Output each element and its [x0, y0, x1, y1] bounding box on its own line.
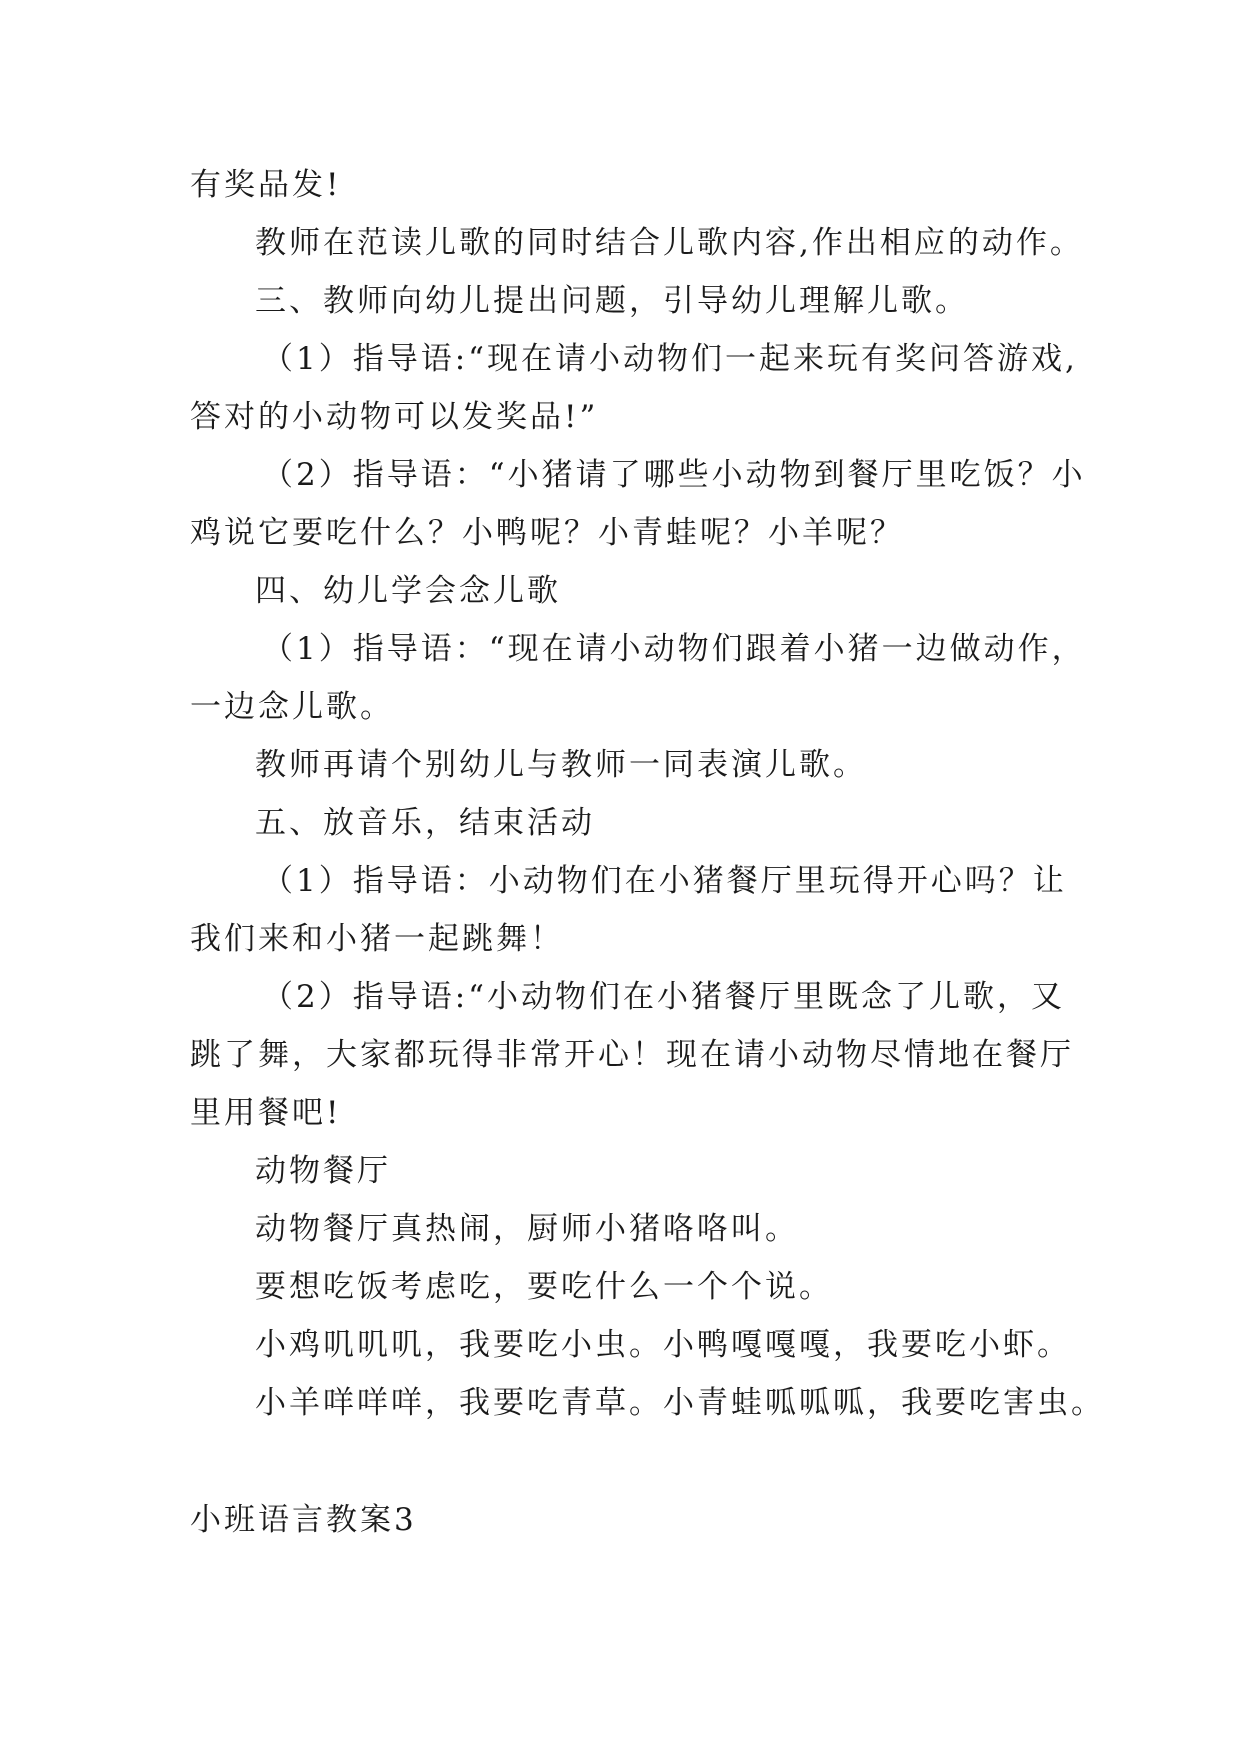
- text-line: （2）指导语:“小动物们在小猪餐厅里既念了儿歌，又: [262, 979, 1066, 1015]
- poem-line: 动物餐厅真热闹，厨师小猪咯咯叫。: [255, 1211, 799, 1247]
- text-line: 教师再请个别幼儿与教师一同表演儿歌。: [255, 747, 867, 783]
- text-line: （2）指导语：“小猪请了哪些小动物到餐厅里吃饭？小: [262, 457, 1086, 493]
- text-line: （1）指导语：小动物们在小猪餐厅里玩得开心吗？让: [262, 863, 1067, 899]
- text-line: 一边念儿歌。: [190, 689, 394, 725]
- poem-line: 小羊咩咩咩，我要吃青草。小青蛙呱呱呱，我要吃害虫。: [255, 1385, 1105, 1421]
- text-line: （1）指导语:“现在请小动物们一起来玩有奖问答游戏,: [262, 341, 1078, 377]
- text-line: 我们来和小猪一起跳舞！: [190, 921, 564, 957]
- text-line: （1）指导语：“现在请小动物们跟着小猪一边做动作，: [262, 631, 1086, 667]
- next-section-title: 小班语言教案3: [190, 1502, 417, 1538]
- text-line: 里用餐吧!: [190, 1095, 342, 1131]
- section-heading: 三、教师向幼儿提出问题，引导幼儿理解儿歌。: [255, 283, 969, 319]
- text-line: 鸡说它要吃什么？小鸭呢？小青蛙呢？小羊呢？: [190, 515, 904, 551]
- section-heading: 五、放音乐，结束活动: [255, 805, 595, 841]
- text-line: 有奖品发!: [190, 167, 342, 203]
- text-line: 教师在范读儿歌的同时结合儿歌内容,作出相应的动作。: [255, 225, 1084, 261]
- section-heading: 四、幼儿学会念儿歌: [255, 573, 561, 609]
- text-line: 跳了舞，大家都玩得非常开心！现在请小动物尽情地在餐厅: [190, 1037, 1074, 1073]
- poem-line: 小鸡叽叽叽，我要吃小虫。小鸭嘎嘎嘎，我要吃小虾。: [255, 1327, 1071, 1363]
- poem-line: 要想吃饭考虑吃，要吃什么一个个说。: [255, 1269, 833, 1305]
- text-line: 答对的小动物可以发奖品!”: [190, 399, 599, 435]
- poem-title: 动物餐厅: [255, 1153, 391, 1189]
